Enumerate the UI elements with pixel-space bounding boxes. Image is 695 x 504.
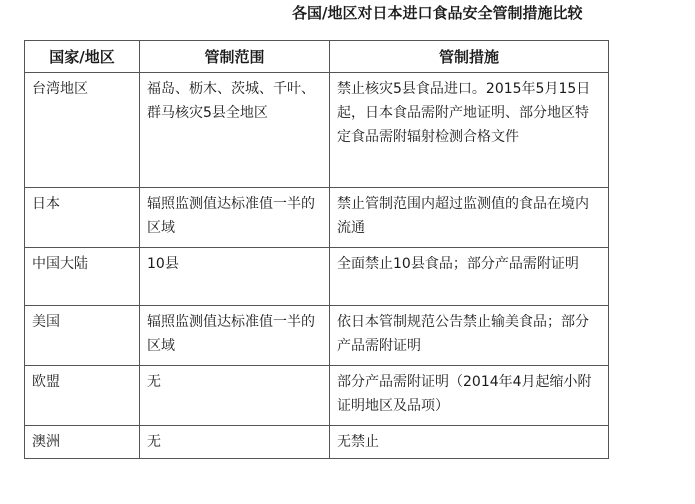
- table-row: [25, 248, 609, 306]
- measures-text: 全面禁止10县食品；部分产品需附证明: [337, 256, 579, 272]
- scope-cell: [140, 366, 330, 426]
- table-row: [25, 306, 609, 366]
- table-header-row: [25, 41, 609, 73]
- scope-cell: [140, 426, 330, 459]
- header-scope: 管制范围: [140, 41, 330, 73]
- scope-text: 辐照监测值达标准值一半的区域: [147, 196, 315, 236]
- region-cell: [25, 306, 140, 366]
- region-text: 中国大陆: [32, 256, 88, 272]
- table-row: [25, 426, 609, 459]
- measures-text: 禁止核灾5县食品进口。2015年5月15日起，日本食品需附产地证明、部分地区特定食品需附辐射检测合格文件: [337, 81, 591, 145]
- table-row: [25, 73, 609, 188]
- region-cell: [25, 73, 140, 188]
- measures-cell: [330, 366, 609, 426]
- region-cell: [25, 248, 140, 306]
- region-text: 美国: [32, 314, 60, 330]
- measures-text: 依日本管制规范公告禁止输美食品；部分产品需附证明: [337, 314, 589, 354]
- measures-text: 部分产品需附证明（2014年4月起缩小附证明地区及品项）: [337, 374, 592, 414]
- scope-cell: [140, 248, 330, 306]
- region-text: 澳洲: [32, 434, 60, 450]
- header-region: 国家/地区: [25, 41, 140, 73]
- scope-cell: [140, 188, 330, 248]
- region-text: 台湾地区: [32, 81, 88, 97]
- scope-text: 无: [147, 434, 161, 450]
- measures-text: 禁止管制范围内超过监测值的食品在境内流通: [337, 196, 589, 236]
- scope-text: 辐照监测值达标准值一半的区域: [147, 314, 315, 354]
- table-row: [25, 188, 609, 248]
- region-cell: [25, 426, 140, 459]
- scope-text: 无: [147, 374, 161, 390]
- comparison-table: [24, 40, 609, 459]
- measures-cell: [330, 306, 609, 366]
- scope-text: 10县: [147, 256, 179, 272]
- region-text: 欧盟: [32, 374, 60, 390]
- header-measures: 管制措施: [330, 41, 609, 73]
- measures-text: 无禁止: [337, 434, 379, 450]
- document-title: 各国/地区对日本进口食品安全管制措施比较: [292, 4, 583, 22]
- measures-cell: [330, 426, 609, 459]
- region-text: 日本: [32, 196, 60, 212]
- scope-cell: [140, 73, 330, 188]
- region-cell: [25, 366, 140, 426]
- scope-text: 福岛、枥木、茨城、千叶、群马核灾5县全地区: [147, 81, 315, 121]
- scope-cell: [140, 306, 330, 366]
- measures-cell: [330, 248, 609, 306]
- measures-cell: [330, 73, 609, 188]
- measures-cell: [330, 188, 609, 248]
- table-row: [25, 366, 609, 426]
- region-cell: [25, 188, 140, 248]
